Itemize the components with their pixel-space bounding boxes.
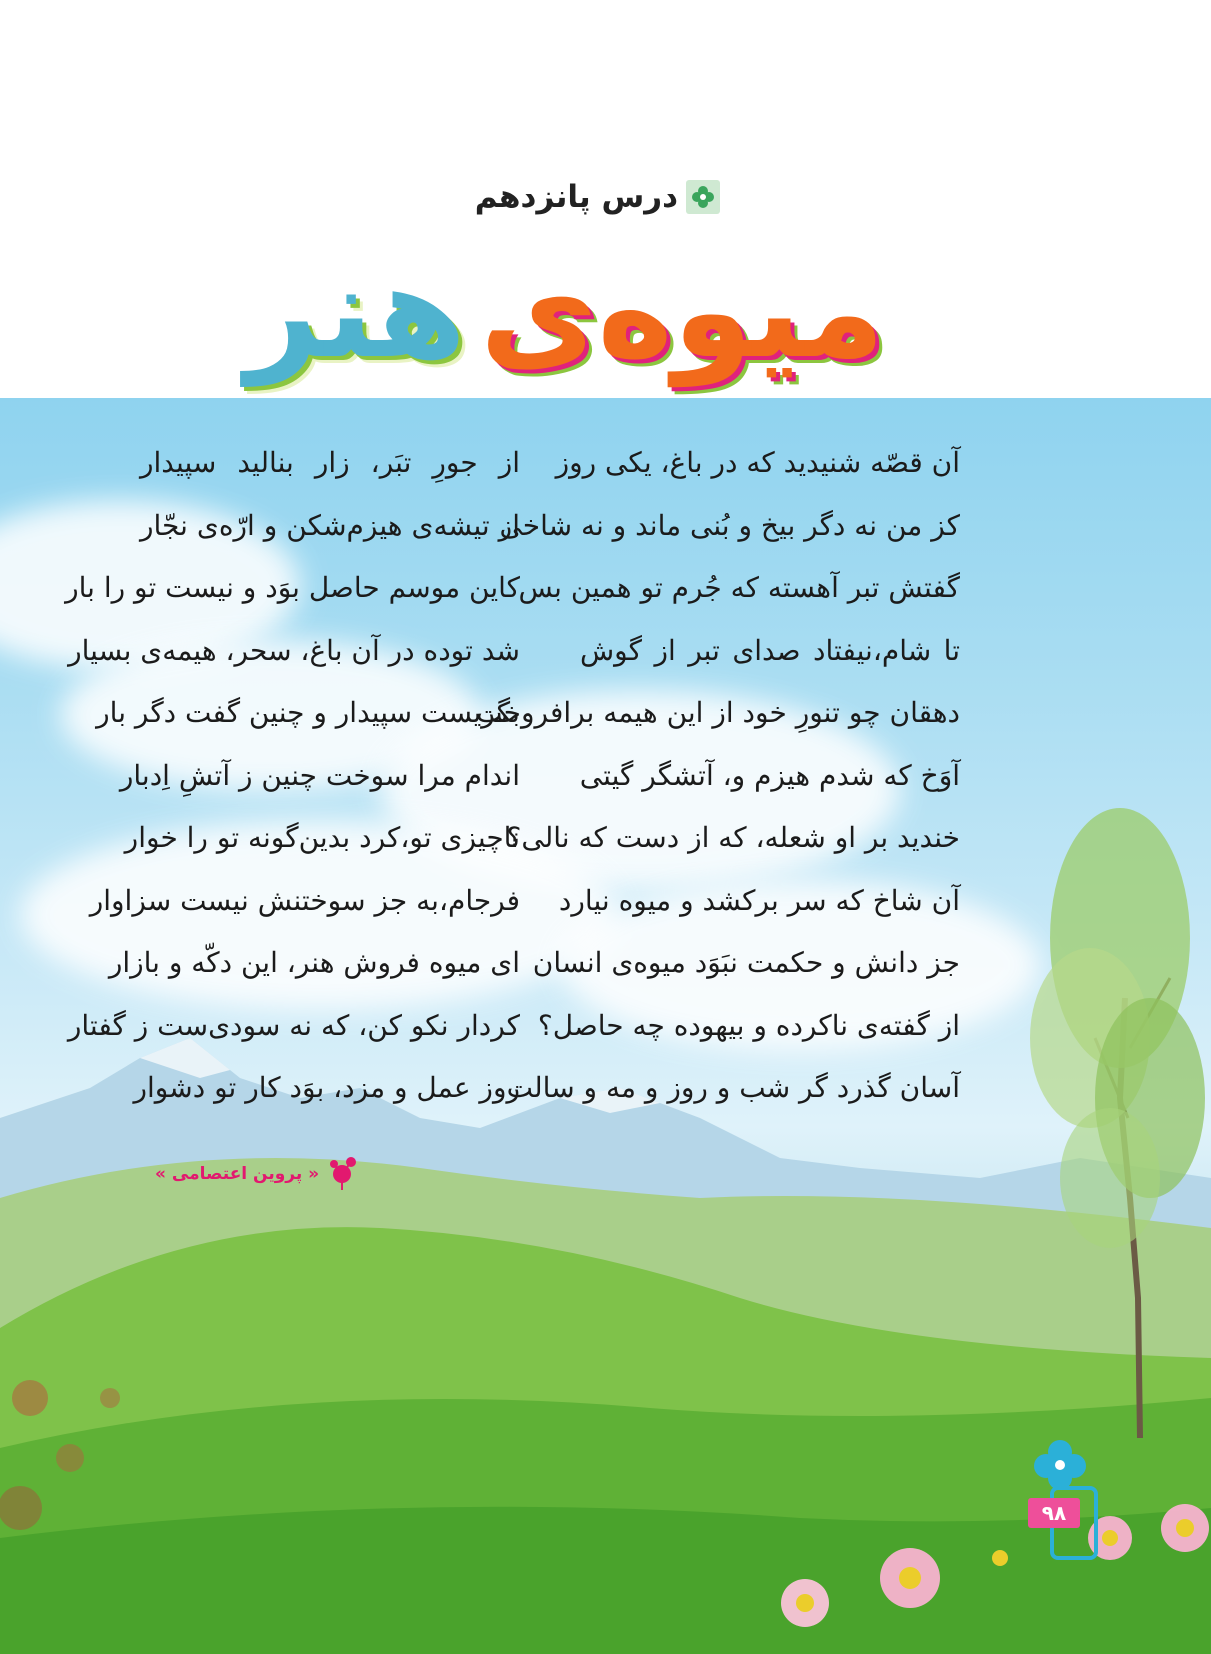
poem-line: ای میوه فروش هنر، این دکّه و بازار	[108, 946, 520, 979]
poem-line: شد توده در آن باغ، سحر، هیمه‌ی بسیار	[68, 633, 520, 667]
poem-line: از تیشه‌ی هیزم‌شکن و ارّه‌ی نجّار	[140, 508, 520, 542]
flower-icon	[686, 180, 720, 214]
poem-line: گفتش تبر آهسته که جُرم تو همین بس	[518, 571, 960, 604]
poem	[65, 432, 960, 1112]
poem-line: ناچیزی تو،کرد بدین‌گونه تو را خوار	[124, 821, 520, 854]
title-word-art: هنر	[245, 238, 466, 387]
poem-line: جز دانش و حکمت نبَوَد میوه‌ی انسان	[532, 946, 960, 979]
poet-name: « پروین اعتصامی »	[155, 1164, 320, 1184]
lesson-number: درس پانزدهم	[474, 179, 678, 215]
poem-line: دهقان چو تنورِ خود از این هیمه برافروخت	[476, 696, 960, 729]
pink-flower-icon	[325, 1152, 359, 1196]
page-title	[225, 218, 905, 408]
poem-line: آن قصّه شنیدید که در باغ، یکی روز	[555, 446, 960, 479]
poem-line: کاین موسم حاصل بوَد و نیست تو را بار	[65, 571, 520, 604]
poem-line: بگریست سپیدار و چنین گفت دگر بار	[96, 696, 520, 729]
page-number: ۹۸	[1028, 1498, 1080, 1528]
poem-line: کز من نه دگر بیخ و بُنی ماند و نه شاخی	[499, 508, 960, 542]
lesson-label	[460, 172, 720, 222]
poem-column-left	[65, 432, 520, 1120]
poem-line: آوَخ که شدم هیزم و، آتشگر گیتی	[579, 758, 960, 792]
poem-line: خندید بر او شعله، که از دست که نالی؟	[506, 821, 960, 854]
fars-flower-logo-icon	[1030, 1432, 1120, 1562]
poem-line: روز عمل و مزد، بوَد کار تو دشوار	[133, 1071, 520, 1104]
poem-line: تا شام،نیفتاد صدای تبر از گوش	[580, 633, 960, 667]
poem-line: آسان گذرد گر شب و روز و مه و سالت	[506, 1071, 960, 1104]
poem-line: فرجام،به جز سوختنش نیست سزاوار	[89, 883, 520, 917]
poem-line: از جورِ تبَر، زار بنالید سپیدار	[140, 446, 520, 479]
poem-line: از گفته‌ی ناکرده و بیهوده چه حاصل؟	[537, 1008, 960, 1042]
poet-credit	[155, 1152, 359, 1196]
title-word-fruit: میوه‌ی	[480, 238, 885, 387]
poem-line: آن شاخ که سر برکشد و میوه نیارد	[558, 883, 960, 917]
poem-column-right	[476, 432, 960, 1120]
poem-line: اندام مرا سوخت چنین ز آتشِ اِدبار	[119, 758, 520, 792]
poem-line: کردار نکو کن، که نه سودی‌ست ز گفتار	[67, 1008, 520, 1042]
